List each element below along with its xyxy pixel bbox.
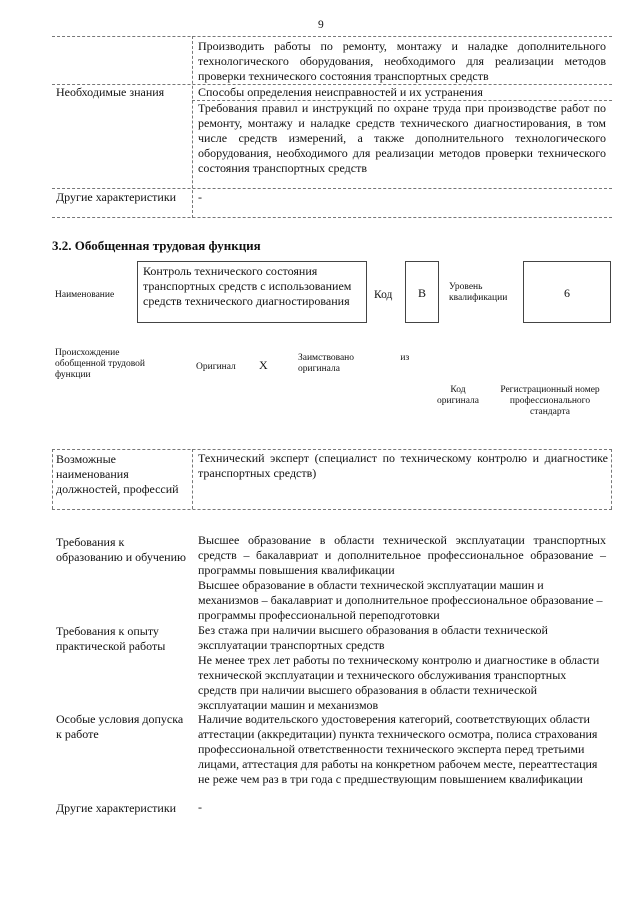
name-box: [137, 261, 367, 323]
name-label: Наименование: [55, 290, 115, 300]
positions-label: Возможные наименования должностей, профессий: [56, 452, 179, 496]
education-item: Высшее образование в области технической эксплуатации машин и механизмов – бакалавриат и дополнительное профессиональное образование – программы профессиональной переподготовки: [198, 578, 603, 622]
reg-caption: Регистрационный номер профессионального стандарта: [500, 385, 600, 417]
level-value: 6: [564, 286, 570, 300]
original-label: Оригинал: [196, 362, 236, 372]
experience-item: Не менее трех лет работы по техническому контролю и диагностике в области технической эксплуатации и технического обслуживания транспортных средств при наличии высшего образования в области технической эксплуатации машин и механизмов: [198, 653, 600, 712]
code-box: [405, 261, 439, 323]
positions-value: Технический эксперт (специалист по техническому контролю и диагностике транспортных средств): [198, 451, 608, 480]
code-label: Код: [374, 289, 393, 301]
code-caption: Код оригинала: [437, 385, 479, 406]
level-label: Уровень квалификации: [449, 282, 508, 303]
education-label: Требования к образованию и обучению: [56, 535, 186, 564]
function-name: Контроль технического состояния транспортных средств с использованием средств технического диагностирования: [143, 264, 352, 308]
bottom-other-value: -: [198, 800, 202, 814]
experience-item: Без стажа при наличии высшего образования в области технической эксплуатации транспортных средств: [198, 623, 548, 652]
top-other-value: -: [198, 190, 202, 204]
origin-label: Происхождение обобщенной трудовой функции: [55, 348, 145, 380]
top-other-label: Другие характеристики: [56, 190, 177, 204]
borrowed-label: Заимствовано из оригинала: [298, 353, 410, 374]
section-title: 3.2. Обобщенная трудовая функция: [52, 238, 261, 253]
code-value: B: [417, 286, 426, 300]
knowledge-item: Способы определения неисправностей и их устранения: [198, 85, 483, 99]
level-box: [523, 261, 611, 323]
experience-label: Требования к опыту практической работы: [56, 624, 166, 653]
original-mark: X: [259, 358, 268, 372]
admission-value: Наличие водительского удостоверения категорий, соответствующих области аттестации (аккредитации) пункта технического осмотра, полиса страхования профессиональной ответственности технического эксперта перед третьими лицами, аттестация для работы на конкретном рабочем месте, переаттестация не реже чем раз в три года с предшествующим повышением квалификации: [198, 712, 598, 786]
knowledge-item: Требования правил и инструкций по охране труда при производстве работ по ремонту, монтажу и наладке средств технического диагностирования, в том числе средств измерений, а также дополнительного технологического оборудования, необходимого для реализации методов проверки технического состояния транспортных средств: [198, 101, 606, 175]
education-item: Высшее образование в области технической эксплуатации транспортных средств – бакалавриат и дополнительное профессиональное образование – программы повышения квалификации: [198, 533, 606, 577]
top-table-continuation-row: Производить работы по ремонту, монтажу и наладке дополнительного технологического оборудования, необходимого для реализации методов проверки технического состояния транспортных средств: [198, 39, 606, 83]
page-number: 9: [318, 19, 324, 31]
admission-label: Особые условия допуска к работе: [56, 712, 184, 741]
bottom-other-label: Другие характеристики: [56, 801, 177, 815]
knowledge-label: Необходимые знания: [56, 85, 165, 99]
